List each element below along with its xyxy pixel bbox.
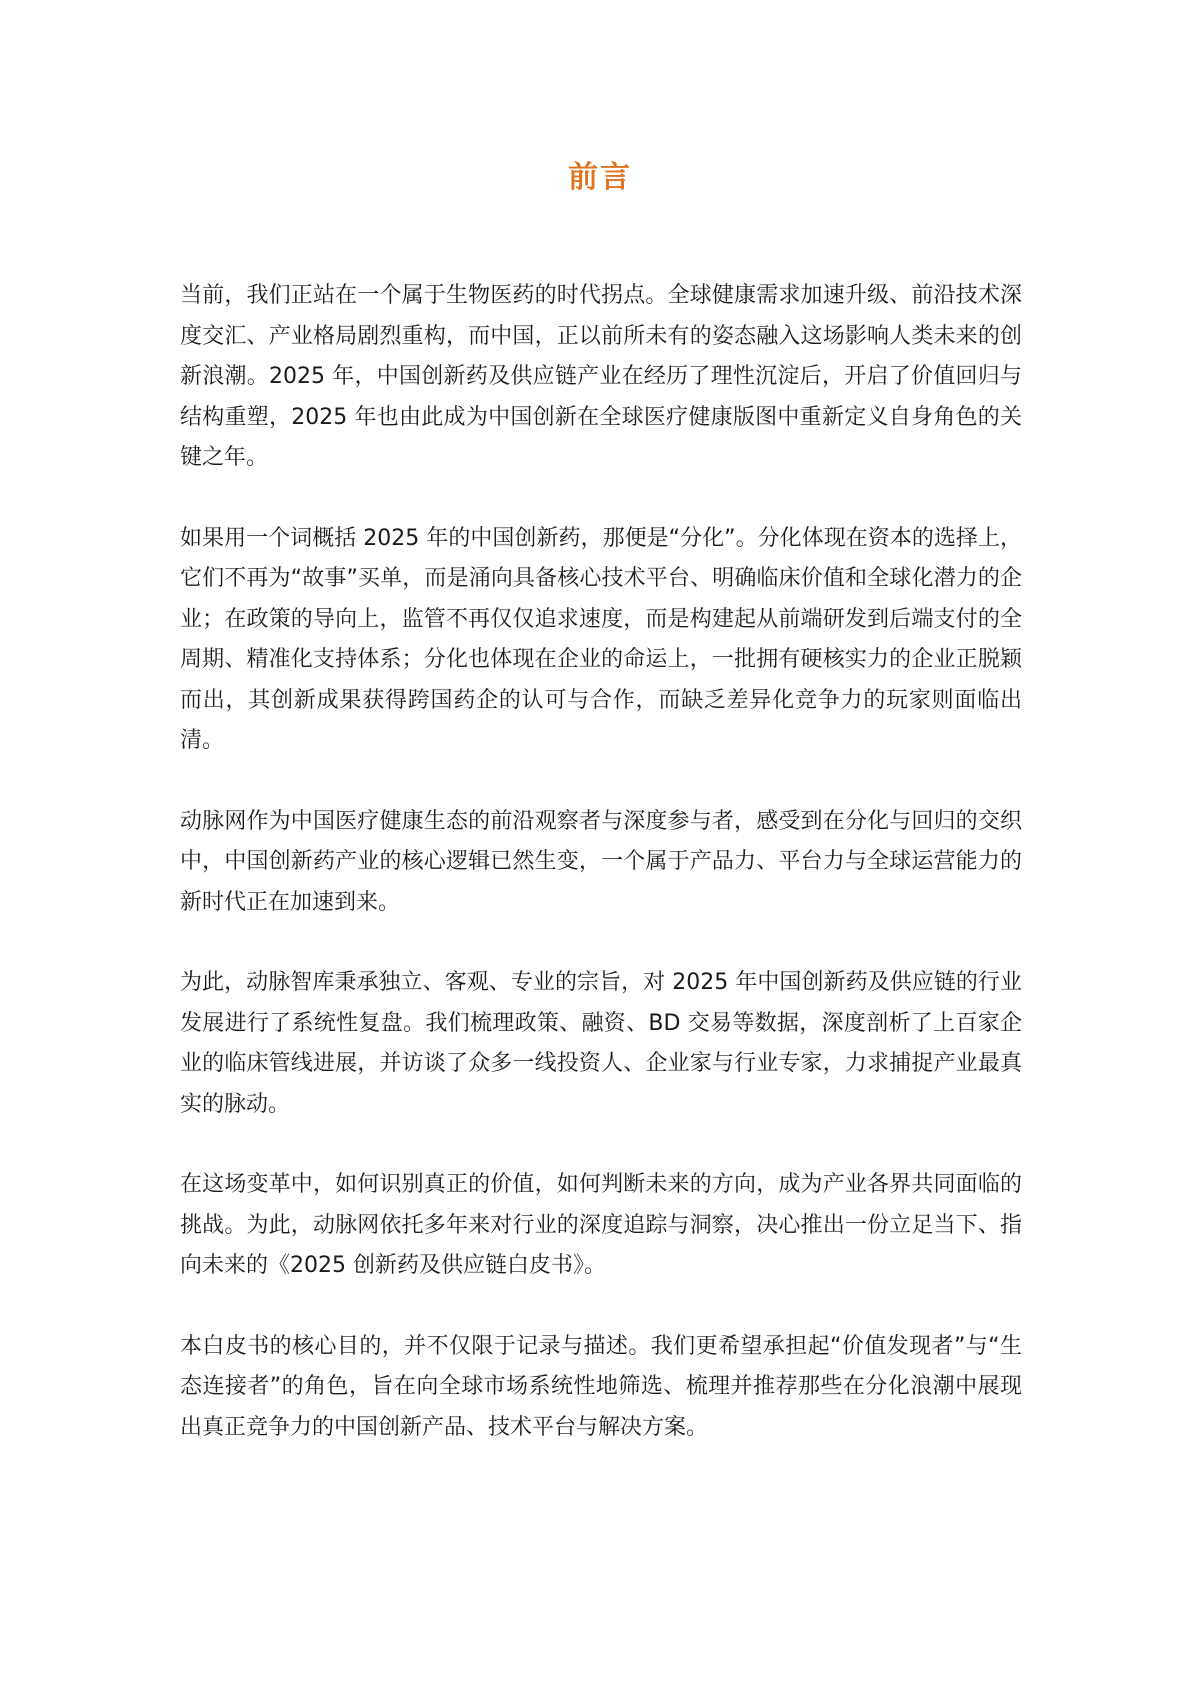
page-title: 前言 — [568, 160, 632, 195]
paragraph-1: 当前，我们正站在一个属于生物医药的时代拐点。全球健康需求加速升级、前沿技术深度交汇、产业格局剧烈重构，而中国，正以前所未有的姿态融入这场影响人类未来的创新浪潮。2025 年，中国创新药及供应链产业在经历了理性沉淀后，开启了价值回归与结构重塑，2025 年也由此成为中国创新在全球医疗健康版图中重新定义自身角色的关键之年。 — [180, 283, 1022, 470]
paragraph-4: 为此，动脉智库秉承独立、客观、专业的宗旨，对 2025 年中国创新药及供应链的行业发展进行了系统性复盘。我们梳理政策、融资、BD 交易等数据，深度剖析了上百家企业的临床管线进展，并访谈了众多一线投资人、企业家与行业专家，力求捕捉产业最真实的脉动。 — [180, 970, 1022, 1117]
preface-body — [180, 276, 1022, 1488]
paragraph-3: 动脉网作为中国医疗健康生态的前沿观察者与深度参与者，感受到在分化与回归的交织中，中国创新药产业的核心逻辑已然生变，一个属于产品力、平台力与全球运营能力的新时代正在加速到来。 — [180, 808, 1022, 915]
paragraph-2: 如果用一个词概括 2025 年的中国创新药，那便是“分化”。分化体现在资本的选择上，它们不再为“故事”买单，而是涌向具备核心技术平台、明确临床价值和全球化潜力的企业；在政策的导向上，监管不再仅仅追求速度，而是构建起从前端研发到后端支付的全周期、精准化支持体系；分化也体现在企业的命运上，一批拥有硬核实力的企业正脱颖而出，其创新成果获得跨国药企的认可与合作，而缺乏差异化竞争力的玩家则面临出清。 — [180, 525, 1022, 753]
paragraph-5: 在这场变革中，如何识别真正的价值，如何判断未来的方向，成为产业各界共同面临的挑战。为此，动脉网依托多年来对行业的深度追踪与洞察，决心推出一份立足当下、指向未来的《2025 创新药及供应链白皮书》。 — [180, 1172, 1022, 1278]
paragraph-6: 本白皮书的核心目的，并不仅限于记录与描述。我们更希望承担起“价值发现者”与“生态连接者”的角色，旨在向全球市场系统性地筛选、梳理并推荐那些在分化浪潮中展现出真正竞争力的中国创新产品、技术平台与解决方案。 — [180, 1333, 1022, 1440]
